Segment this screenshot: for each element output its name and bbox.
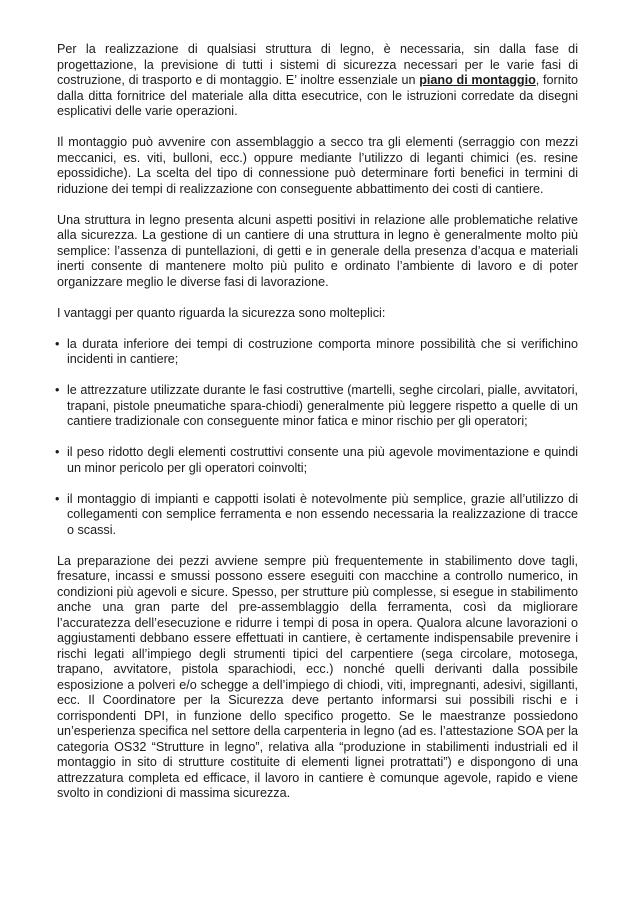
bullet-icon: •	[55, 445, 60, 459]
bullet-icon: •	[55, 491, 60, 506]
assembly-methods-paragraph: Il montaggio può avvenire con assemblaggio a secco tra gli elementi (serraggio con mezzi meccanici, es. viti, bulloni, ecc.) oppure mediante l’utilizzo di leganti chimici (es. resine epossidiche). La scelta del tipo di connessione può determinare forti benefici in termini di riduzione dei tempi di realizzazione con conseguente abbattimento dei costi di cantiere.	[57, 135, 578, 196]
list-item	[57, 337, 578, 368]
list-item-text: le attrezzature utilizzate durante le fasi costruttive (martelli, seghe circolari, pialle, avvitatori, trapani, pistole pneumatiche spara-chiodi) generalmente più leggere rispetto a quelle di un cantiere tradizionale con conseguente minor fatica e minor rischio per gli operatori;	[67, 383, 578, 428]
prefabrication-paragraph: La preparazione dei pezzi avviene sempre più frequentemente in stabilimento dove tagli, fresature, incassi e smussi possono essere eseguiti con macchine a controllo numerico, in condizioni più agevoli e sicure. Spesso, per strutture più complesse, si esegue in stabilimento anche una gran parte del pre-assemblaggio della ferramenta, così da migliorare l’accuratezza dell’esecuzione e ridurre i tempi di posa in opera. Qualora alcune lavorazioni o aggiustamenti debbano essere effettuati in cantiere, è certamente indispensabile prevenire i rischi legati all’impiego degli strumenti tipici del carpentiere (sega circolare, motosega, trapano, avvitatore, pistola sparachiodi, ecc.) nonché quelli derivanti dalla possibile esposizione a polveri e/o schegge a dell’impiego di chiodi, viti, impregnanti, adesivi, sigillanti, ecc. Il Coordinatore per la Sicurezza deve pertanto informarsi sui possibili rischi e i corrispondenti DPI, in funzione dello specifico progetto. Se le maestranze possiedono un’esperienza specifica nel settore della carpenteria in legno (ad es. l’attestazione SOA per la categoria OS32 “Strutture in legno”, relativa alla “produzione in stabilimenti industriali ed il montaggio in sito di strutture costituite di elementi lignei protrattati”) e dispongono di una attrezzatura completa ed efficace, il lavoro in cantiere è comunque agevole, rapido e viene svolto in condizioni di massima sicurezza.	[57, 553, 578, 800]
intro-text-before: Per la realizzazione di qualsiasi struttura di legno, è necessaria, sin dalla fase di progettazione, la previsione di tutti i sistemi di sicurezza necessari per le varie fasi di costruzione, di trasporto e di montaggio. E’ inoltre essenziale un	[57, 42, 578, 87]
document-page	[57, 42, 578, 802]
wood-structure-safety-paragraph: Una struttura in legno presenta alcuni aspetti positivi in relazione alle problematiche relative alla sicurezza. La gestione di un cantiere di una struttura in legno è generalmente molto più semplice: l’assenza di puntellazioni, di getti e in generale della presenza d’acqua e materiali inerti consente di mantenere molto più pulito e ordinato l’ambiente di lavoro e di poter organizzare meglio le diverse fasi di lavorazione.	[57, 212, 578, 289]
list-item	[57, 383, 578, 430]
advantages-intro-paragraph: I vantaggi per quanto riguarda la sicurezza sono molteplici:	[57, 305, 386, 320]
bullet-icon: •	[55, 336, 60, 351]
bullet-icon: •	[55, 383, 60, 397]
list-item	[57, 492, 578, 539]
installation-plan-emphasis: piano di montaggio	[419, 73, 536, 87]
list-item-text: il peso ridotto degli elementi costruttivi consente una più agevole movimentazione e quindi un minor pericolo per gli operatori coinvolti;	[67, 445, 578, 475]
advantages-list	[57, 337, 578, 539]
list-item-text: il montaggio di impianti e cappotti isolati è notevolmente più semplice, grazie all’utilizzo di collegamenti con semplice ferramenta e non essendo necessaria la realizzazione di tracce o scassi.	[67, 491, 578, 537]
intro-text-after: , fornito dalla ditta fornitrice del materiale alla ditta esecutrice, con le istruzioni corredate da disegni esplicativi delle varie operazioni.	[57, 73, 578, 118]
intro-paragraph	[57, 42, 578, 120]
list-item-text: la durata inferiore dei tempi di costruzione comporta minore possibilità che si verifichino incidenti in cantiere;	[67, 336, 578, 366]
list-item	[57, 445, 578, 476]
